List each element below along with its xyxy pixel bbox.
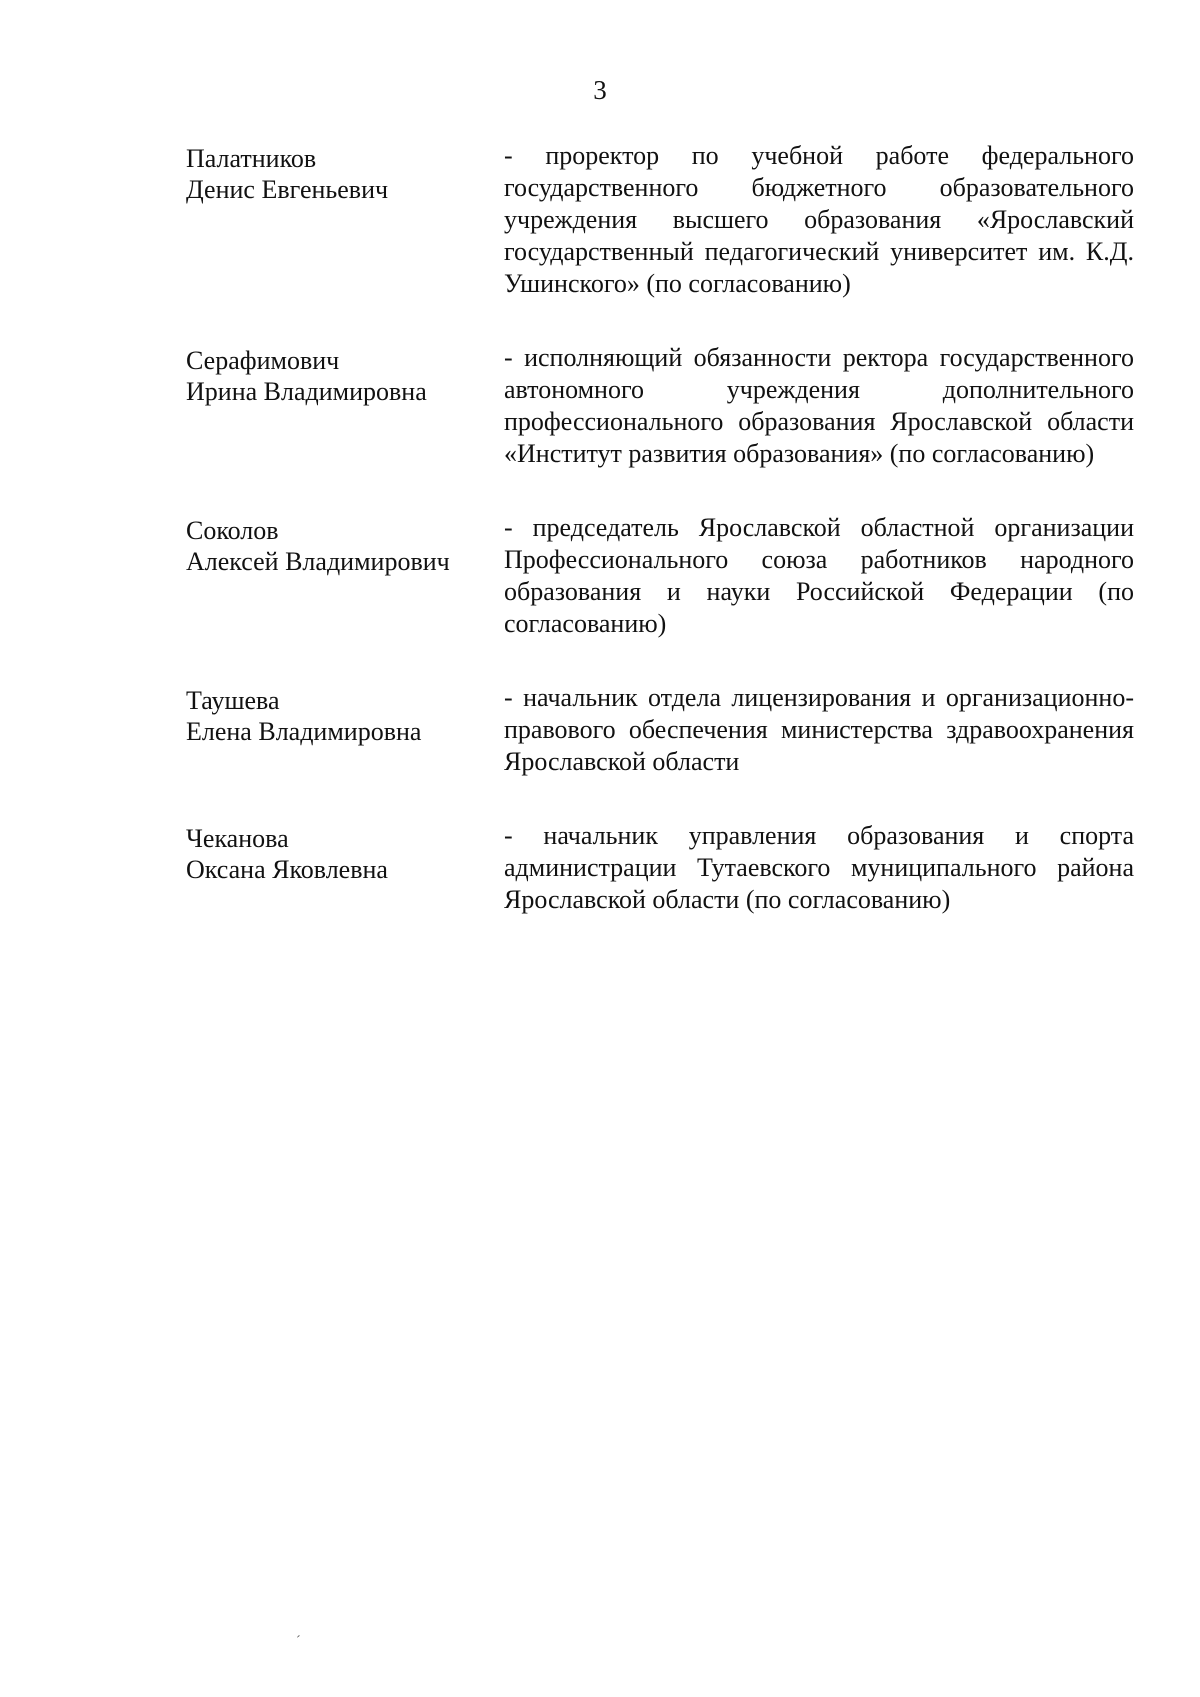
member-entry	[186, 512, 1134, 640]
member-surname: Палатников	[186, 144, 317, 173]
member-surname: Соколов	[186, 516, 279, 545]
member-name	[186, 820, 504, 885]
member-given-names: Алексей Владимирович	[186, 547, 450, 576]
member-entry	[186, 682, 1134, 778]
member-name	[186, 140, 504, 205]
member-role: - исполняющий обязанности ректора государственного автономного учреждения дополнительного профессионального образования Ярославской области «Институт развития образования» (по согласованию)	[504, 343, 1134, 468]
member-surname: Чеканова	[186, 824, 289, 853]
member-role: - проректор по учебной работе федерального государственного бюджетного образовательного учреждения высшего образования «Ярославский государственный педагогический университет им. К.Д. Ушинского» (по согласованию)	[504, 141, 1134, 298]
member-given-names: Елена Владимировна	[186, 717, 422, 746]
page-number: 3	[593, 75, 607, 105]
member-name	[186, 342, 504, 407]
member-surname: Серафимович	[186, 346, 340, 375]
member-role: - председатель Ярославской областной организации Профессионального союза работников народного образования и науки Российской Федерации (по согласованию)	[504, 513, 1134, 638]
member-name	[186, 682, 504, 747]
member-name	[186, 512, 504, 577]
scan-speck: ˊ	[296, 1634, 301, 1649]
member-surname: Таушева	[186, 686, 280, 715]
member-given-names: Денис Евгеньевич	[186, 175, 389, 204]
member-given-names: Оксана Яковлевна	[186, 855, 388, 884]
member-entry	[186, 820, 1134, 916]
member-entry	[186, 342, 1134, 470]
member-role: - начальник отдела лицензирования и организационно-правового обеспечения министерства здравоохранения Ярославской области	[504, 683, 1134, 776]
member-given-names: Ирина Владимировна	[186, 377, 427, 406]
member-list	[186, 140, 1134, 958]
member-role: - начальник управления образования и спорта администрации Тутаевского муниципального района Ярославской области (по согласованию)	[504, 821, 1134, 914]
member-entry	[186, 140, 1134, 300]
